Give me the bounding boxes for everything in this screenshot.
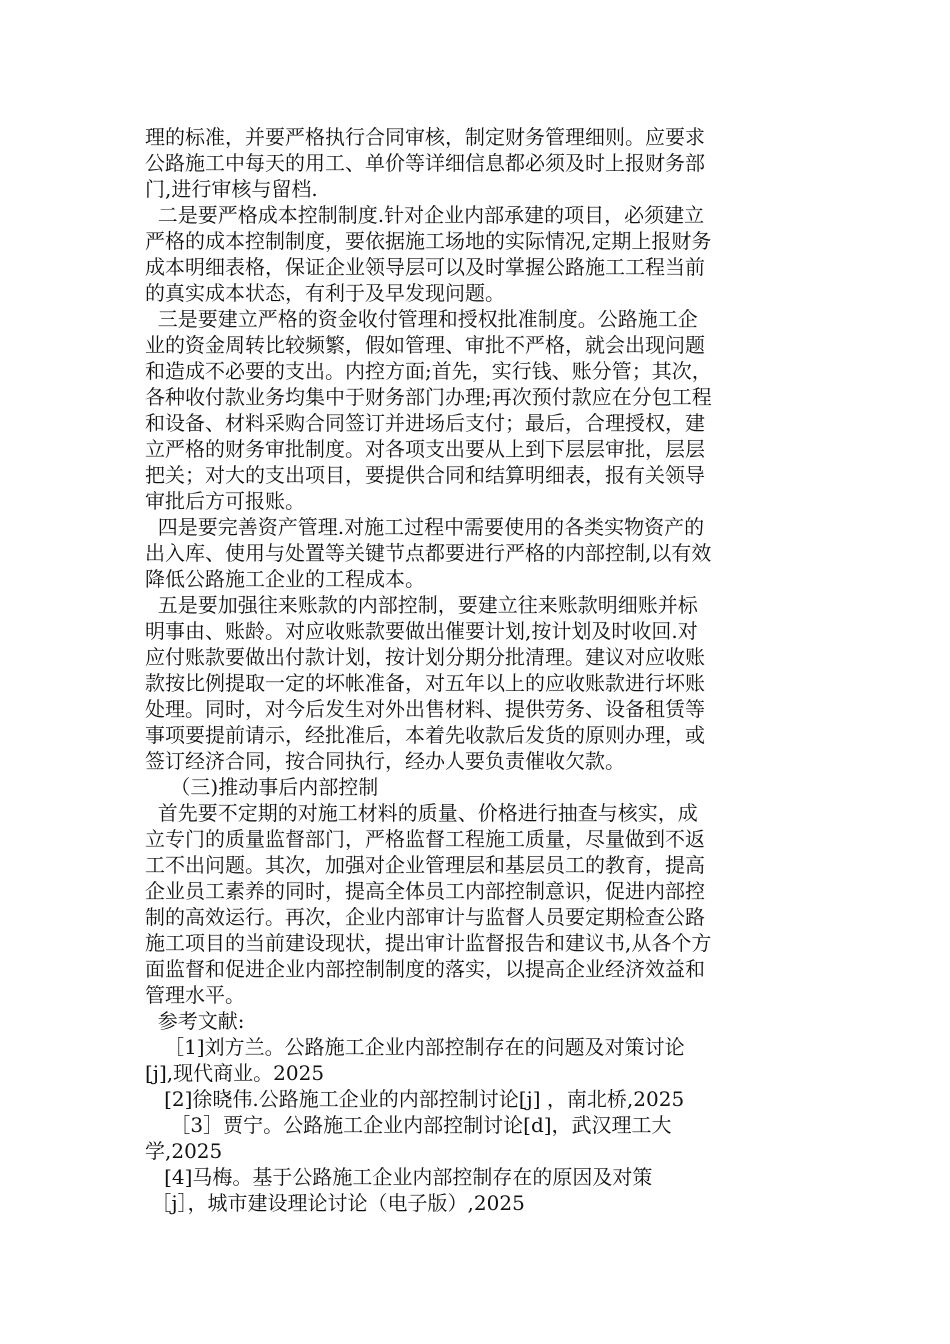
text-line: 各种收付款业务均集中于财务部门办理;再次预付款应在分包工程	[145, 385, 712, 409]
text-line: 门,进行审核与留档.	[145, 177, 318, 201]
text-line: 审批后方可报账。	[145, 489, 305, 513]
text-line: 公路施工中每天的用工、单价等详细信息都必须及时上报财务部	[145, 151, 705, 175]
text-line: 施工项目的当前建设现状，提出审计监督报告和建议书,从各个方	[145, 931, 712, 955]
text-line: 工不出问题。其次，加强对企业管理层和基层员工的教育，提高	[145, 853, 705, 877]
text-line: 应付账款要做出付款计划，按计划分期分批清理。建议对应收账	[145, 645, 705, 669]
text-line: 和造成不必要的支出。内控方面;首先，实行钱、账分管；其次，	[145, 359, 712, 383]
text-line: 明事由、账龄。对应收账款要做出催要计划,按计划及时收回.对	[145, 619, 698, 643]
text-line: 学,2025	[145, 1139, 223, 1163]
text-line: 五是要加强往来账款的内部控制，要建立往来账款明细账并标	[145, 593, 698, 617]
text-line: 款按比例提取一定的坏帐准备，对五年以上的应收账款进行坏账	[145, 671, 705, 695]
text-line: 三是要建立严格的资金收付管理和授权批准制度。公路施工企	[145, 307, 698, 331]
text-line: 立专门的质量监督部门，严格监督工程施工质量，尽量做到不返	[145, 827, 705, 851]
text-line: 参考文献:	[145, 1009, 245, 1033]
text-line: ［3］贾宁。公路施工企业内部控制讨论[d]，武汉理工大	[145, 1113, 672, 1137]
text-line: 二是要严格成本控制制度.针对企业内部承建的项目，必须建立	[145, 203, 705, 227]
text-line: 出入库、使用与处置等关键节点都要进行严格的内部控制,以有效	[145, 541, 712, 565]
text-line: 制的高效运行。再次，企业内部审计与监督人员要定期检查公路	[145, 905, 705, 929]
text-line: 处理。同时，对今后发生对外出售材料、提供劳务、设备租赁等	[145, 697, 705, 721]
text-line: ［1]刘方兰。公路施工企业内部控制存在的问题及对策讨论	[145, 1035, 685, 1059]
text-line: 四是要完善资产管理.对施工过程中需要使用的各类实物资产的	[145, 515, 705, 539]
text-line: 和设备、材料采购合同签订并进场后支付；最后，合理授权，建	[145, 411, 705, 435]
text-line: [j],现代商业。2025	[145, 1061, 325, 1085]
text-line: 签订经济合同，按合同执行，经办人要负责催收欠款。	[145, 749, 625, 773]
text-line: [2]徐晓伟.公路施工企业的内部控制讨论[j] ，南北桥,2025	[145, 1087, 685, 1111]
text-line: 事项要提前请示，经批准后，本着先收款后发货的原则办理，或	[145, 723, 705, 747]
text-line: 理的标准，并要严格执行合同审核，制定财务管理细则。应要求	[145, 125, 705, 149]
text-line: 的真实成本状态，有利于及早发现问题。	[145, 281, 505, 305]
text-line: 降低公路施工企业的工程成本。	[145, 567, 425, 591]
text-line: （三)推动事后内部控制	[145, 775, 379, 799]
text-line: ［j］，城市建设理论讨论（电子版）,2025	[145, 1191, 525, 1215]
text-line: 企业员工素养的同时，提高全体员工内部控制意识，促进内部控	[145, 879, 705, 903]
text-line: 首先要不定期的对施工材料的质量、价格进行抽查与核实，成	[145, 801, 698, 825]
text-line: 立严格的财务审批制度。对各项支出要从上到下层层审批，层层	[145, 437, 705, 461]
text-line: 严格的成本控制制度，要依据施工场地的实际情况,定期上报财务	[145, 229, 712, 253]
text-line: [4]马梅。基于公路施工企业内部控制存在的原因及对策	[145, 1165, 653, 1189]
text-line: 管理水平。	[145, 983, 245, 1007]
text-line: 面监督和促进企业内部控制制度的落实，以提高企业经济效益和	[145, 957, 705, 981]
text-line: 成本明细表格，保证企业领导层可以及时掌握公路施工工程当前	[145, 255, 705, 279]
text-line: 把关；对大的支出项目，要提供合同和结算明细表，报有关领导	[145, 463, 705, 487]
text-line: 业的资金周转比较频繁，假如管理、审批不严格，就会出现问题	[145, 333, 705, 357]
document-body	[145, 124, 785, 1216]
